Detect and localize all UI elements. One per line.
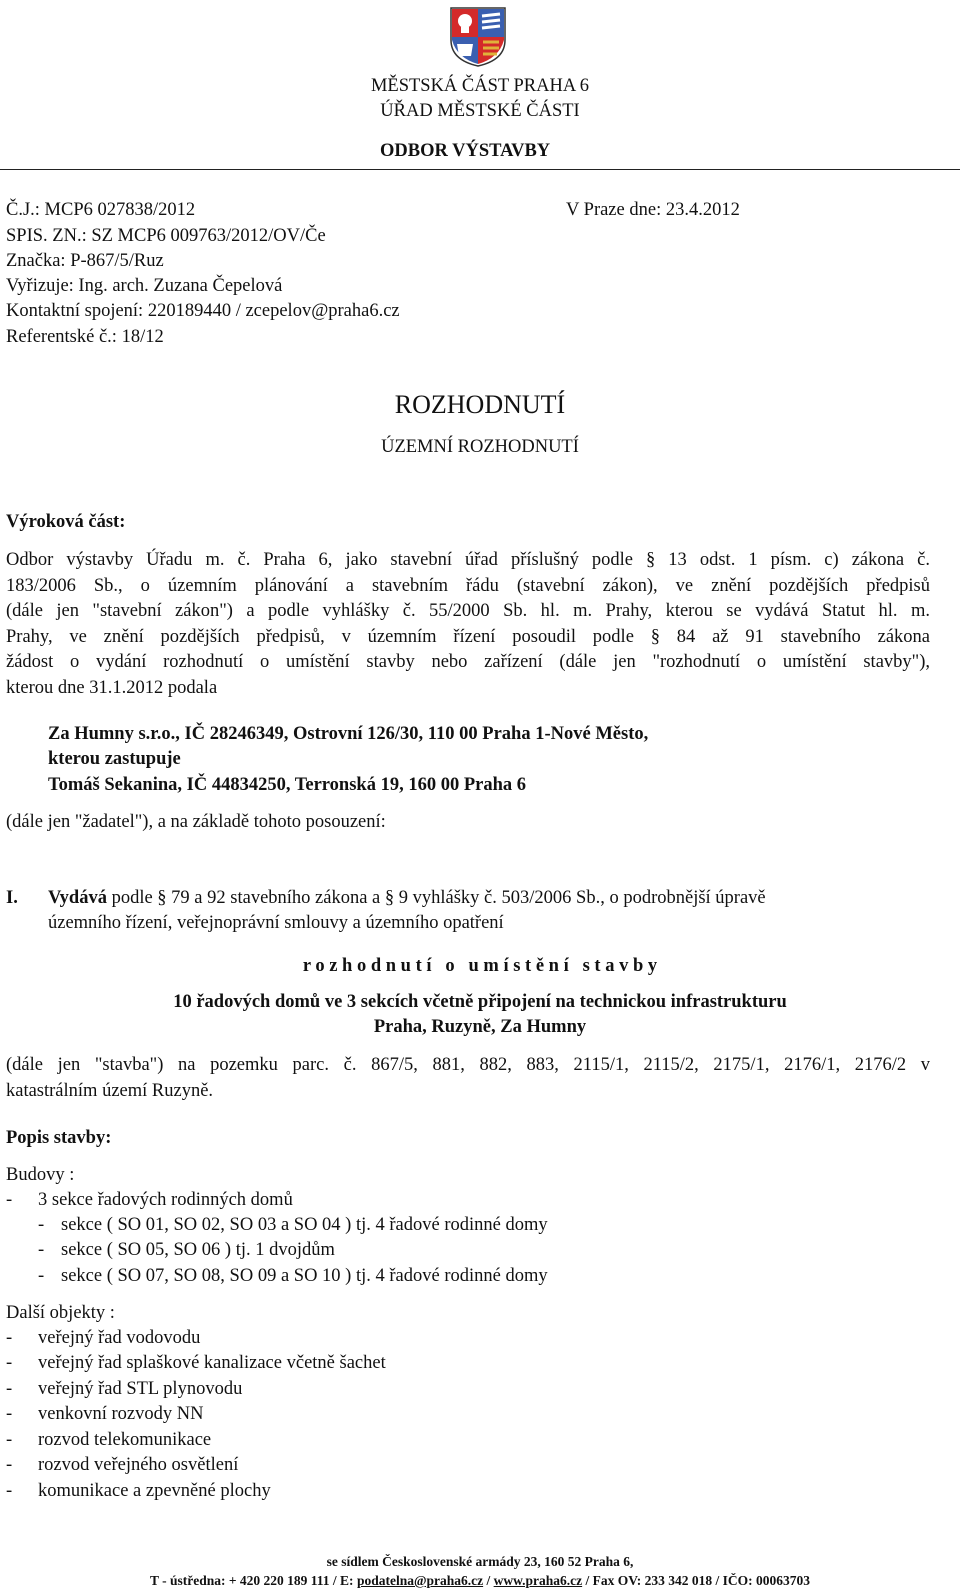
footer-web-link[interactable]: www.praha6.cz bbox=[493, 1573, 583, 1588]
intro-line: 183/2006 Sb., o územním plánování a stavebním řádu (stavební zákon), ve znění pozdějších předpisů bbox=[6, 575, 930, 596]
document-date: V Praze dne: 23.4.2012 bbox=[566, 200, 740, 220]
section-i-rest: podle § 79 a 92 stavebního zákona a § 9 vyhlášky č. 503/2006 Sb., o podrobnější úpravě bbox=[106, 888, 766, 908]
intro-line: Prahy, ve znění pozdějších předpisů, v územním řízení posoudil podle § 84 až 91 stavebního zákona bbox=[6, 626, 930, 647]
intro-line: Odbor výstavby Úřadu m. č. Praha 6, jako stavební úřad příslušný podle § 13 odst. 1 písm. c) zákona č. bbox=[6, 550, 930, 570]
building-item: sekce ( SO 05, SO 06 ) tj. 1 dvojdům bbox=[61, 1240, 335, 1260]
reference-cj: Č.J.: MCP6 027838/2012 bbox=[6, 200, 196, 220]
object-item: veřejný řad splaškové kanalizace včetně šachet bbox=[38, 1353, 386, 1373]
building-item: sekce ( SO 01, SO 02, SO 03 a SO 04 ) tj. 4 řadové rodinné domy bbox=[61, 1215, 548, 1235]
document-title: ROZHODNUTÍ bbox=[394, 390, 566, 419]
object-dash: - bbox=[6, 1455, 13, 1475]
building-dash: - bbox=[6, 1190, 13, 1210]
object-dash: - bbox=[6, 1481, 13, 1501]
object-dash: - bbox=[6, 1353, 13, 1373]
building-dash: - bbox=[38, 1266, 45, 1286]
parcels-paragraph bbox=[6, 1053, 930, 1104]
intro-line: kterou dne 31.1.2012 podala bbox=[6, 677, 218, 698]
mark: Značka: P-867/5/Ruz bbox=[6, 251, 164, 271]
handled-by: Vyřizuje: Ing. arch. Zuzana Čepelová bbox=[6, 276, 283, 296]
file-number: SPIS. ZN.: SZ MCP6 009763/2012/OV/Če bbox=[6, 226, 326, 246]
section-i-line1 bbox=[48, 888, 924, 909]
footer-separator: / bbox=[483, 1573, 494, 1588]
object-item: rozvod telekomunikace bbox=[38, 1430, 212, 1450]
section-number: I. bbox=[6, 888, 18, 908]
object-dash: - bbox=[6, 1430, 13, 1450]
building-place: Praha, Ruzyně, Za Humny bbox=[373, 1017, 587, 1037]
applicant-note: (dále jen "žadatel"), a na základě tohoto posouzení: bbox=[6, 812, 386, 832]
office-name-line1: MĚSTSKÁ ČÁST PRAHA 6 bbox=[370, 76, 590, 96]
building-name: 10 řadových domů ve 3 sekcích včetně připojení na technickou infrastrukturu bbox=[173, 992, 787, 1012]
footer-address: se sídlem Československé armády 23, 160 52 Praha 6, bbox=[326, 1554, 634, 1569]
other-objects-label: Další objekty : bbox=[6, 1303, 115, 1323]
section-i-line2: územního řízení, veřejnoprávní smlouvy a územního opatření bbox=[48, 913, 504, 933]
buildings-label: Budovy : bbox=[6, 1165, 75, 1185]
object-item: venkovní rozvody NN bbox=[38, 1404, 204, 1424]
applicant-line1: Za Humny s.r.o., IČ 28246349, Ostrovní 126/30, 110 00 Praha 1-Nové Město, bbox=[48, 724, 649, 744]
parcels-line: (dále jen "stavba") na pozemku parc. č. 867/5, 881, 882, 883, 2115/1, 2115/2, 2175/1, 2176/1, 2176/2 v bbox=[6, 1055, 930, 1075]
building-item: sekce ( SO 07, SO 08, SO 09 a SO 10 ) tj. 4 řadové rodinné domy bbox=[61, 1266, 548, 1286]
section-verb: Vydává bbox=[48, 888, 107, 908]
building-dash: - bbox=[38, 1215, 45, 1235]
document-subtitle: ÚZEMNÍ ROZHODNUTÍ bbox=[381, 437, 579, 457]
intro-paragraph bbox=[6, 548, 930, 701]
footer-email-link[interactable]: podatelna@praha6.cz bbox=[356, 1573, 484, 1588]
footer-phone: T - ústředna: + 420 220 189 111 / E: bbox=[149, 1573, 357, 1588]
object-dash: - bbox=[6, 1404, 13, 1424]
building-dash: - bbox=[38, 1240, 45, 1260]
object-item: veřejný řad vodovodu bbox=[38, 1328, 201, 1348]
applicant-line3: Tomáš Sekanina, IČ 44834250, Terronská 19, 160 00 Praha 6 bbox=[48, 775, 527, 795]
object-item: veřejný řad STL plynovodu bbox=[38, 1379, 243, 1399]
decision-heading: r o z h o d n u t í o u m í s t ě n í s t a v b y bbox=[302, 956, 658, 976]
building-description-label: Popis stavby: bbox=[6, 1128, 112, 1148]
praha6-coat-of-arms-icon bbox=[449, 6, 507, 68]
object-item: rozvod veřejného osvětlení bbox=[38, 1455, 239, 1475]
object-item: komunikace a zpevněné plochy bbox=[38, 1481, 271, 1501]
contact-info: Kontaktní spojení: 220189440 / zcepelov@praha6.cz bbox=[6, 301, 400, 321]
object-dash: - bbox=[6, 1328, 13, 1348]
header-divider bbox=[0, 169, 960, 170]
footer-fax-ico: / Fax OV: 233 342 018 / IČO: 00063703 bbox=[582, 1573, 811, 1588]
department-name: ODBOR VÝSTAVBY bbox=[380, 141, 551, 161]
applicant-line2: kterou zastupuje bbox=[48, 749, 181, 769]
referent-number: Referentské č.: 18/12 bbox=[6, 327, 164, 347]
footer-contacts bbox=[0, 1573, 960, 1589]
verdict-section-label: Výroková část: bbox=[6, 512, 126, 532]
office-name-line2: ÚŘAD MĚSTSKÉ ČÁSTI bbox=[380, 101, 580, 121]
intro-line: žádost o vydání rozhodnutí o umístění stavby nebo zařízení (dále jen "rozhodnutí o umístění stavby"), bbox=[6, 652, 930, 672]
parcels-line: katastrálním území Ruzyně. bbox=[6, 1080, 214, 1101]
object-dash: - bbox=[6, 1379, 13, 1399]
building-item: 3 sekce řadových rodinných domů bbox=[38, 1190, 293, 1210]
intro-line: (dále jen "stavební zákon") a podle vyhlášky č. 55/2000 Sb. hl. m. Prahy, kterou se vydává Statut hl. m. bbox=[6, 601, 930, 621]
